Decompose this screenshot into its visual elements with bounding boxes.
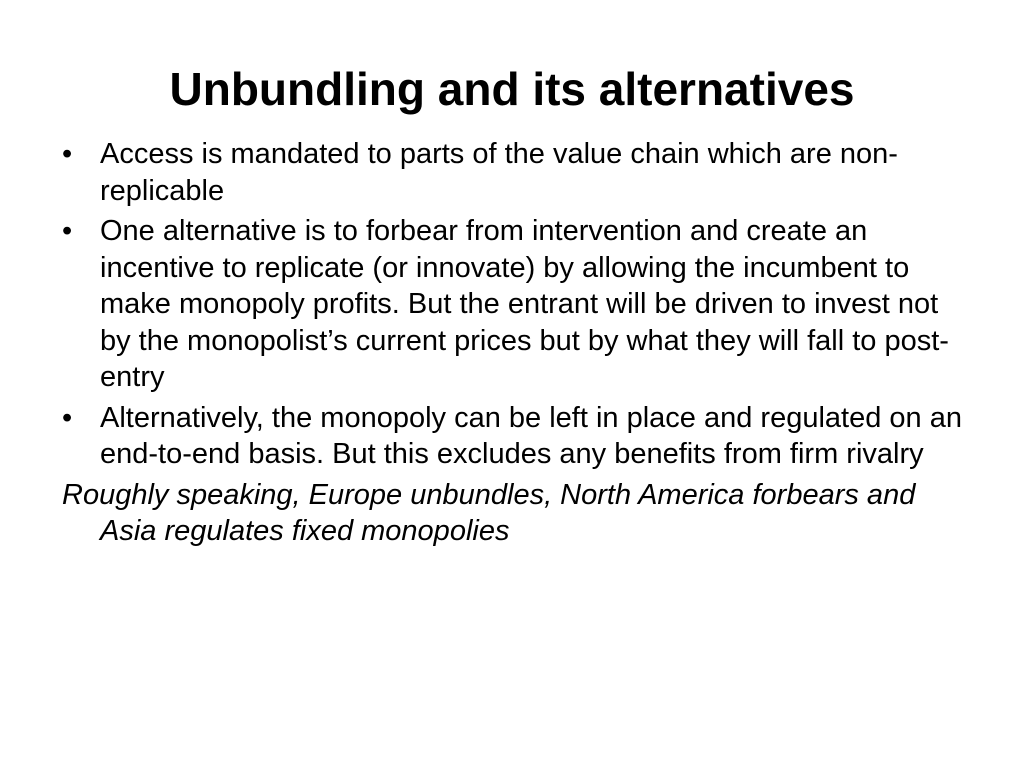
slide-title: Unbundling and its alternatives — [169, 63, 855, 115]
conclusion-item — [62, 477, 972, 550]
bullet-item — [62, 400, 972, 473]
bullet-icon: • — [62, 138, 73, 170]
bullet-item — [62, 136, 972, 209]
bullet-icon: • — [62, 215, 73, 247]
bullet-text: One alternative is to forbear from intervention and create an incentive to replicate (or innovate) by allowing the incumbent to make monopoly profits. But the entrant will be driven to invest not by the monopolist’s current prices but by what they will fall to post-entry — [100, 215, 949, 393]
bullet-text: Access is mandated to parts of the value chain which are non-replicable — [100, 138, 898, 207]
bullet-item — [62, 213, 972, 396]
bullet-text: Alternatively, the monopoly can be left in place and regulated on an end-to-end basis. But this excludes any benefits from firm rivalry — [100, 401, 962, 470]
conclusion-text: Roughly speaking, Europe unbundles, North America forbears and Asia regulates fixed monopolies — [62, 478, 916, 547]
bullet-icon: • — [62, 401, 73, 434]
bullet-list — [62, 136, 972, 550]
